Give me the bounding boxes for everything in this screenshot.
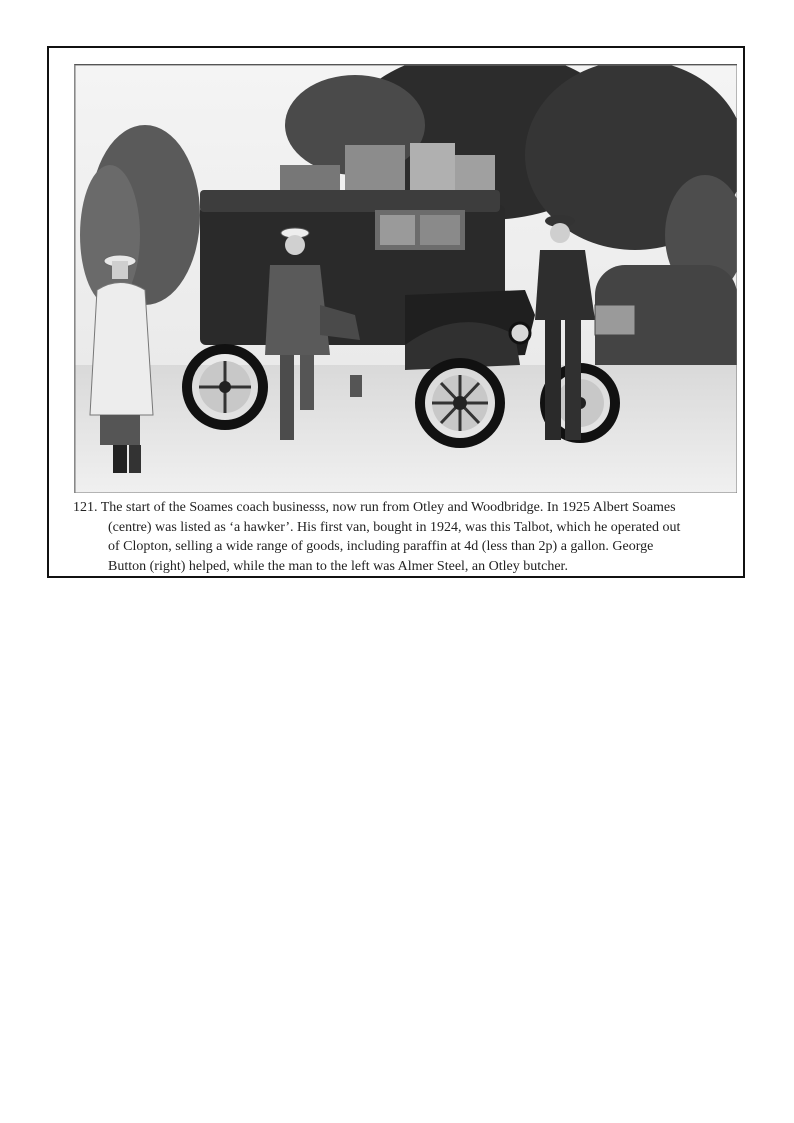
caption-line-2: (centre) was listed as ‘a hawker’. His first van, bought in 1924, was this Talbot, which he operated out — [108, 519, 681, 535]
caption-line-1: 121. The start of the Soames coach businesss, now run from Otley and Woodbridge. In 1925 Albert Soames — [73, 500, 676, 515]
road — [75, 365, 737, 493]
photo-caption — [73, 498, 745, 576]
historic-photograph — [74, 64, 737, 493]
page-frame — [47, 46, 745, 578]
van-photo-illustration — [75, 65, 737, 493]
caption-line-4: Button (right) helped, while the man to the left was Almer Steel, an Otley butcher. — [108, 558, 568, 574]
caption-line-3: of Clopton, selling a wide range of goods, including paraffin at 4d (less than 2p) a gallon. George — [108, 539, 654, 554]
